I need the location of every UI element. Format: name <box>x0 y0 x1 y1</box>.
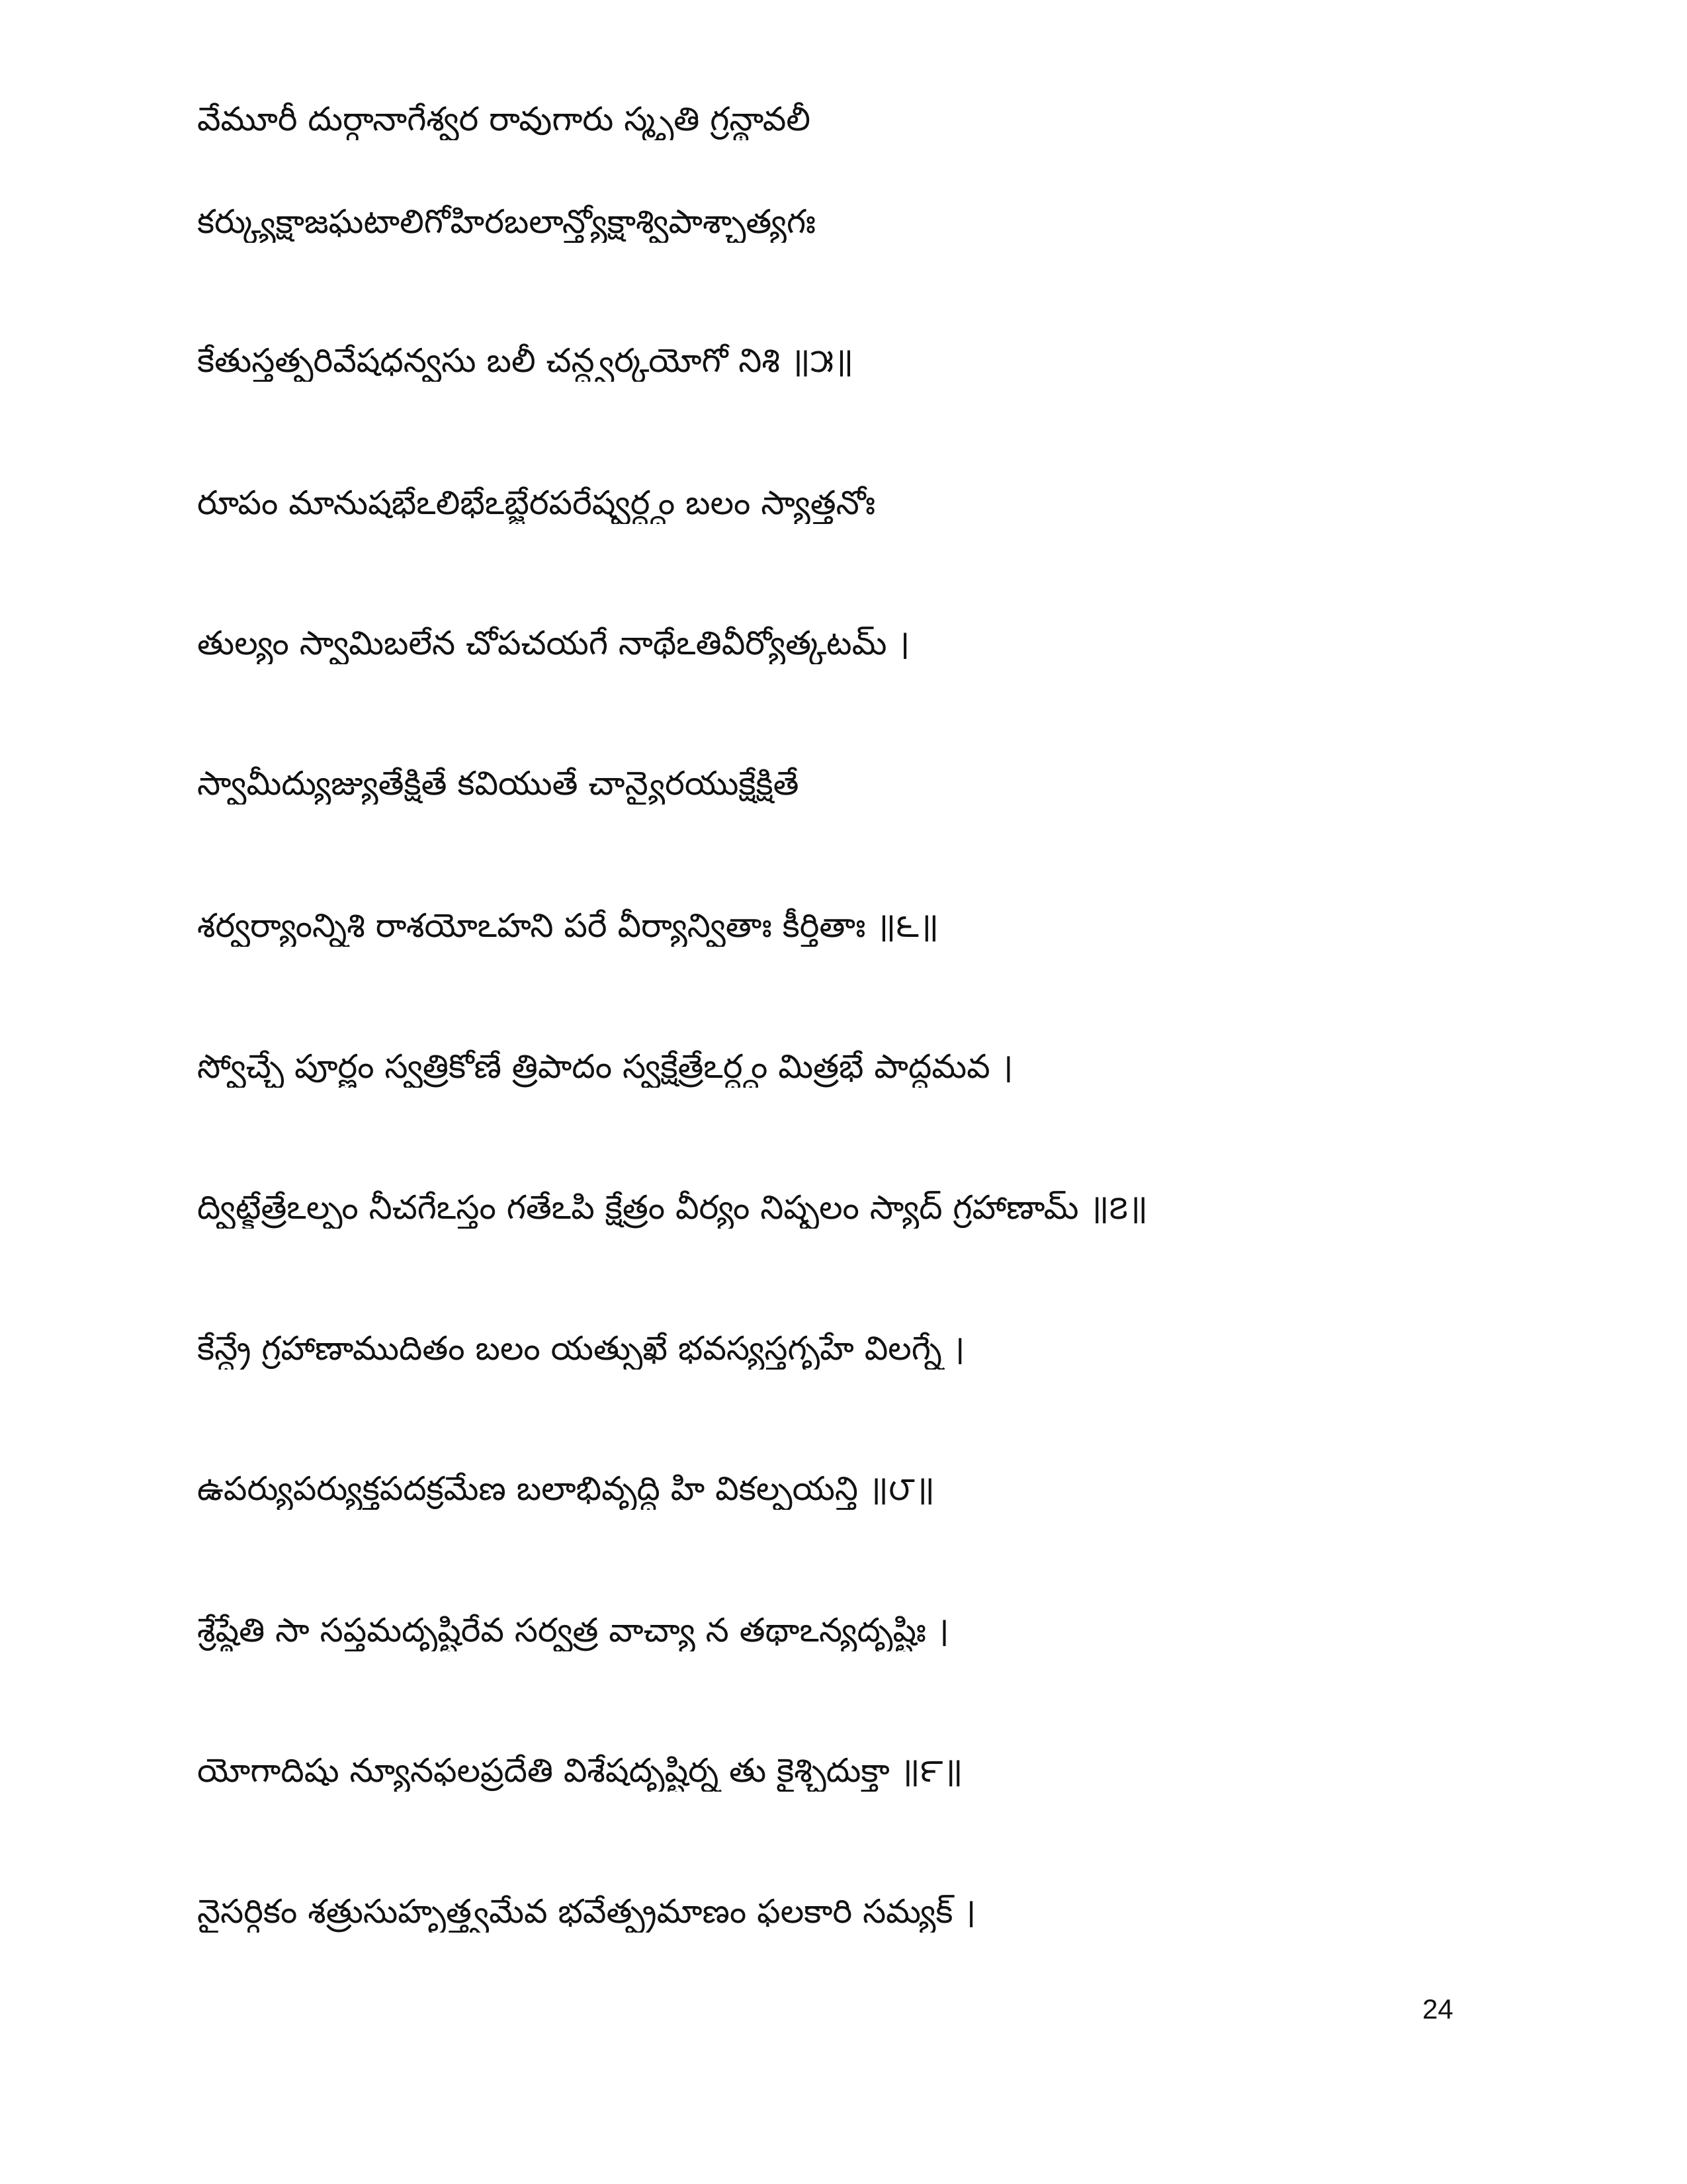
verse-line-3: రూపం మానుషభేఽలిభేఽబ్జేరపరేష్వర్ద్ధం బలం స్యాత్తనోః <box>197 484 876 522</box>
verse-line-13: నైసర్గికం శత్రుసుహృత్త్వమేవ భవేత్ప్రమాణం ఫలకారి సమ్యక్ । <box>197 1892 976 1931</box>
verse-line-10: ఉపర్యుపర్యుక్తపదక్రమేణ బలాభివృద్ధి హి వికల్పయన్తి ॥౮॥ <box>197 1469 935 1508</box>
verse-line-8: ద్విట్క్షేత్రేఽల్పం నీచగేఽస్తం గతేఽపి క్షేత్రం వీర్యం నిష్ఫలం స్యాద్ గ్రహాణామ్ ॥౭॥ <box>197 1188 1148 1227</box>
page-number: 24 <box>1422 1993 1453 2025</box>
verse-line-1: కర్క్యుక్షాజఘటాలిగోహిరబలాన్త్యోక్షాశ్విపాశ్చాత్యగః <box>197 202 816 241</box>
verse-line-7: స్వోచ్చే పూర్ణం స్వత్రికోణే త్రిపాదం స్వక్షేత్రేఽర్ద్ధం మిత్రభే పాద్ధమవ । <box>197 1047 1014 1086</box>
running-header: వేమూరీ దుర్గానాగేశ్వర రావుగారు స్మృతి గ్రన్థావలీ <box>197 100 810 138</box>
verse-line-12: యోగాదిషు న్యూనఫలప్రదేతి విశేషదృష్టిర్న తు కైశ్చిదుక్తా ॥౯॥ <box>197 1751 963 1790</box>
verse-line-5: స్వామీద్యుజ్యుతేక్షితే కవియుతే చాన్యైరయుక్షేక్షితే <box>197 764 799 803</box>
verse-line-11: శ్రేష్ఠేతి సా సప్తమదృష్టిరేవ సర్వత్ర వాచ్యా న తథాఽన్యదృష్టిః । <box>197 1611 949 1649</box>
verse-line-4: తుల్యం స్వామిబలేన చోపచయగే నాథేఽతివీర్యోత్కటమ్ । <box>197 624 910 662</box>
verse-line-2: కేతుస్తత్పరివేషధన్వసు బలీ చన్ద్వర్కయోగో నిశి ॥౫॥ <box>197 341 854 380</box>
verse-line-9: కేన్ద్రే గ్రహాణాముదితం బలం యత్సుఖే భవస్యస్తగృహే విలగ్నే । <box>197 1329 965 1368</box>
verse-line-6: శర్వర్యాంన్నిశి రాశయోఽహని పరే వీర్యాన్వితాః కీర్తితాః ॥౬॥ <box>197 906 939 945</box>
